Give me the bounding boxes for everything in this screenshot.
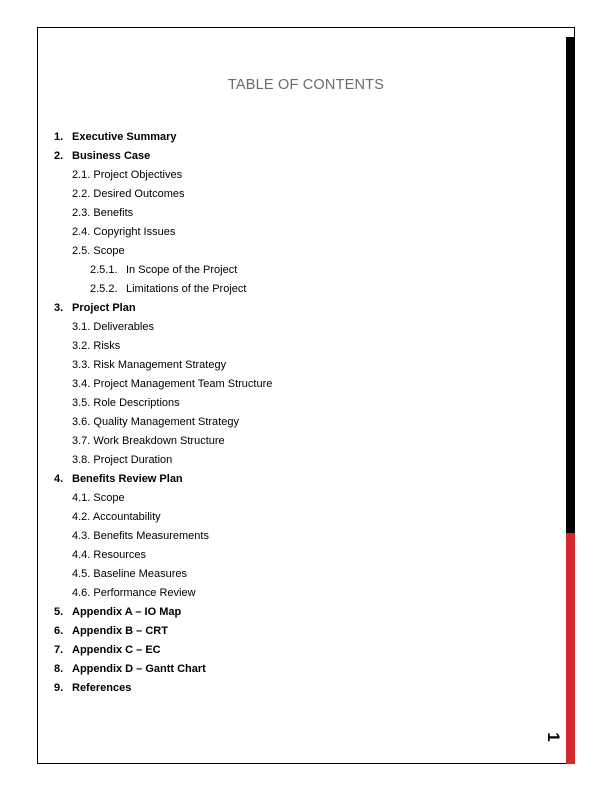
toc-entry-number: 2.5.2. (90, 283, 118, 295)
toc-entry[interactable] (54, 280, 554, 299)
toc-entry-number: 2.4. (72, 226, 91, 238)
toc-entry-label: Limitations of the Project (126, 283, 247, 295)
toc-entry-label: Scope (93, 492, 125, 504)
toc-entry-label: Appendix D – Gantt Chart (72, 663, 206, 675)
toc-entry-label: Risk Management Strategy (93, 359, 227, 371)
toc-entry[interactable] (54, 603, 554, 622)
toc-entry[interactable] (54, 356, 554, 375)
toc-entry-label: In Scope of the Project (126, 264, 238, 276)
toc-entry-number: 1. (54, 131, 64, 143)
toc-entry[interactable] (54, 413, 554, 432)
toc-entry[interactable] (54, 508, 554, 527)
toc-entry-number: 2.1. (72, 169, 91, 181)
toc-entry[interactable] (54, 337, 554, 356)
toc-entry[interactable] (54, 394, 554, 413)
toc-entry-label: Baseline Measures (93, 568, 187, 580)
toc-entry-label: Quality Management Strategy (93, 416, 239, 428)
toc-entry-number: 3. (54, 302, 64, 314)
toc-entry-label: Project Management Team Structure (93, 378, 273, 390)
toc-entry-label: Project Duration (93, 454, 173, 466)
toc-entry-label: Appendix A – IO Map (72, 606, 182, 618)
toc-entry-number: 2.3. (72, 207, 91, 219)
toc-entry[interactable] (54, 470, 554, 489)
toc-entry[interactable] (54, 375, 554, 394)
toc-entry-number: 4.2. (72, 511, 91, 523)
toc-entry[interactable] (54, 432, 554, 451)
toc-entry[interactable] (54, 299, 554, 318)
toc-entry[interactable] (54, 242, 554, 261)
toc-entry-label: Work Breakdown Structure (93, 435, 225, 447)
toc-entry-label: Risks (93, 340, 121, 352)
toc-entry-label: Project Plan (72, 302, 136, 314)
toc-entry-number: 6. (54, 625, 64, 637)
toc-entry[interactable] (54, 679, 554, 698)
table-of-contents (54, 128, 554, 698)
toc-entry[interactable] (54, 204, 554, 223)
toc-entry[interactable] (54, 622, 554, 641)
toc-entry-label: Business Case (72, 150, 151, 162)
toc-entry-label: Scope (93, 245, 125, 257)
toc-entry-label: Deliverables (93, 321, 154, 333)
toc-entry[interactable] (54, 451, 554, 470)
toc-entry-number: 5. (54, 606, 64, 618)
toc-entry-number: 3.5. (72, 397, 91, 409)
toc-entry-number: 3.4. (72, 378, 91, 390)
toc-entry[interactable] (54, 223, 554, 242)
toc-entry-label: Role Descriptions (93, 397, 180, 409)
toc-entry-label: Benefits Measurements (93, 530, 209, 542)
toc-entry[interactable] (54, 584, 554, 603)
toc-entry-number: 4.6. (72, 587, 91, 599)
toc-entry-number: 2.5.1. (90, 264, 118, 276)
toc-entry-number: 3.1. (72, 321, 91, 333)
toc-entry-label: Benefits Review Plan (72, 473, 183, 485)
toc-entry-label: Benefits (93, 207, 134, 219)
toc-entry[interactable] (54, 318, 554, 337)
toc-entry-number: 4. (54, 473, 64, 485)
toc-entry-number: 2.2. (72, 188, 91, 200)
toc-entry[interactable] (54, 489, 554, 508)
toc-entry-label: Appendix B – CRT (72, 625, 168, 637)
toc-entry-label: References (72, 682, 132, 694)
page-number: 1 (544, 732, 563, 742)
toc-entry[interactable] (54, 546, 554, 565)
toc-entry-number: 8. (54, 663, 64, 675)
toc-entry[interactable] (54, 565, 554, 584)
toc-entry[interactable] (54, 185, 554, 204)
toc-entry[interactable] (54, 527, 554, 546)
toc-entry-number: 4.5. (72, 568, 91, 580)
page-title: TABLE OF CONTENTS (227, 77, 385, 93)
toc-entry-number: 4.1. (72, 492, 91, 504)
toc-entry-label: Copyright Issues (93, 226, 176, 238)
side-bar-black (566, 37, 575, 533)
toc-entry-number: 7. (54, 644, 64, 656)
toc-entry-number: 3.7. (72, 435, 91, 447)
toc-entry-label: Performance Review (93, 587, 196, 599)
toc-entry-label: Accountability (92, 511, 161, 523)
toc-entry-number: 2.5. (72, 245, 91, 257)
toc-entry-number: 9. (54, 682, 64, 694)
toc-entry-number: 3.8. (72, 454, 91, 466)
toc-entry-number: 3.2. (72, 340, 91, 352)
toc-entry-label: Desired Outcomes (93, 188, 185, 200)
toc-entry-number: 4.3. (72, 530, 91, 542)
toc-entry-number: 2. (54, 150, 64, 162)
toc-entry[interactable] (54, 641, 554, 660)
toc-entry[interactable] (54, 660, 554, 679)
side-bar-red (566, 533, 575, 764)
toc-entry-label: Project Objectives (93, 169, 183, 181)
toc-entry-label: Executive Summary (72, 131, 177, 143)
toc-entry-number: 3.6. (72, 416, 91, 428)
toc-entry-label: Resources (93, 549, 146, 561)
toc-entry[interactable] (54, 261, 554, 280)
toc-entry[interactable] (54, 166, 554, 185)
toc-entry-number: 3.3. (72, 359, 91, 371)
toc-entry-number: 4.4. (72, 549, 91, 561)
toc-entry[interactable] (54, 128, 554, 147)
toc-entry[interactable] (54, 147, 554, 166)
toc-entry-label: Appendix C – EC (72, 644, 161, 656)
